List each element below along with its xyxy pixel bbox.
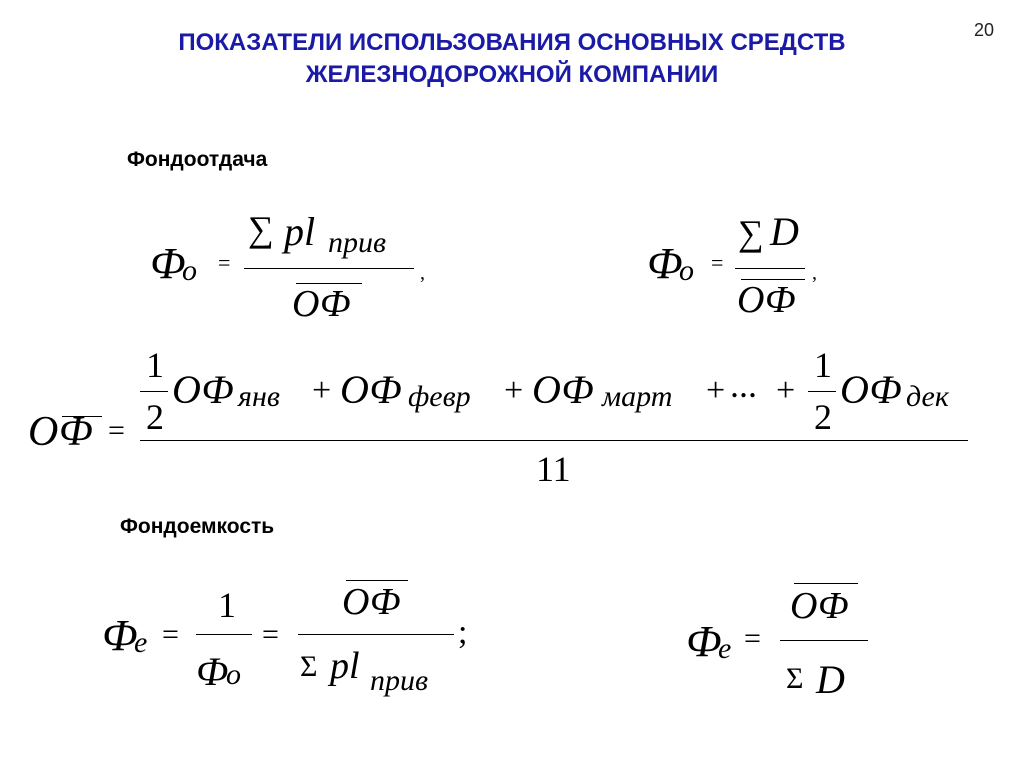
sum-sign: Σ	[300, 650, 318, 683]
priv-subscript: прив	[370, 664, 429, 697]
dek-subscript: дек	[906, 380, 949, 413]
sum-sign: ∑	[248, 209, 274, 249]
slide-title-line1: ПОКАЗАТЕЛИ ИСПОЛЬЗОВАНИЯ ОСНОВНЫХ СРЕДСТВ	[178, 29, 846, 56]
half-bar	[808, 391, 836, 392]
fraction-bar	[298, 634, 454, 635]
half-denominator: 2	[146, 397, 164, 437]
section-heading-fondootdacha: Фондоотдача	[127, 148, 268, 171]
pl-symbol: pl	[330, 645, 360, 687]
f-symbol: Ф	[647, 239, 683, 288]
half-numerator: 1	[814, 345, 832, 385]
priv-subscript: прив	[328, 226, 387, 259]
d-symbol: D	[816, 657, 845, 702]
of-symbol: ОФ	[532, 367, 594, 412]
pl-symbol: pl	[284, 209, 316, 254]
f-symbol: Ф	[102, 611, 138, 660]
of-symbol: ОФ	[340, 367, 402, 412]
slide-title-line2: ЖЕЛЕЗНОДОРОЖНОЙ КОМПАНИИ	[305, 61, 719, 88]
o-subscript: о	[182, 254, 197, 287]
of-symbol: ОФ	[840, 367, 902, 412]
half-numerator: 1	[146, 345, 164, 385]
e-subscript: е	[134, 626, 148, 659]
of-symbol: ОФ	[342, 581, 401, 623]
comma: ,	[812, 262, 817, 284]
plus-sign: +	[706, 372, 726, 409]
ellipsis: ...	[730, 365, 757, 405]
comma: ,	[420, 262, 425, 284]
section-heading-fondoemkost: Фондоемкость	[120, 515, 275, 538]
equals-sign: =	[711, 250, 724, 275]
o-subscript: о	[226, 658, 241, 691]
e-subscript: е	[718, 632, 732, 665]
equals-sign: =	[218, 250, 231, 275]
equals-sign: =	[262, 618, 279, 651]
plus-sign: +	[312, 372, 332, 409]
of-symbol: ОФ	[28, 409, 93, 455]
equals-sign: =	[108, 414, 125, 447]
of-symbol: ОФ	[292, 283, 351, 325]
equals-sign: =	[162, 618, 179, 651]
plus-sign: +	[504, 372, 524, 409]
half-denominator: 2	[814, 397, 832, 437]
page-number: 20	[974, 20, 995, 40]
mart-subscript: март	[602, 380, 673, 413]
fraction-bar	[140, 440, 968, 441]
yanv-subscript: янв	[238, 380, 280, 413]
half-bar	[140, 391, 168, 392]
of-symbol: ОФ	[790, 585, 849, 627]
f-symbol: Ф	[196, 649, 229, 694]
fraction-bar	[196, 634, 252, 635]
fraction-bar	[244, 268, 414, 269]
d-symbol: D	[770, 209, 799, 254]
one-numerator: 1	[218, 585, 236, 625]
f-symbol: Ф	[150, 239, 186, 288]
equals-sign: =	[744, 622, 761, 655]
of-symbol: ОФ	[737, 279, 796, 321]
sum-sign: ∑	[738, 213, 764, 253]
of-symbol: ОФ	[172, 367, 234, 412]
f-symbol: Ф	[686, 617, 722, 666]
fevr-subscript: февр	[408, 380, 471, 413]
denominator-eleven: 11	[536, 449, 571, 489]
fraction-bar	[735, 268, 805, 269]
o-subscript: о	[679, 254, 694, 287]
sum-sign: Σ	[786, 662, 804, 695]
semicolon: ;	[458, 614, 468, 651]
plus-sign: +	[776, 372, 796, 409]
fraction-bar	[780, 640, 868, 641]
